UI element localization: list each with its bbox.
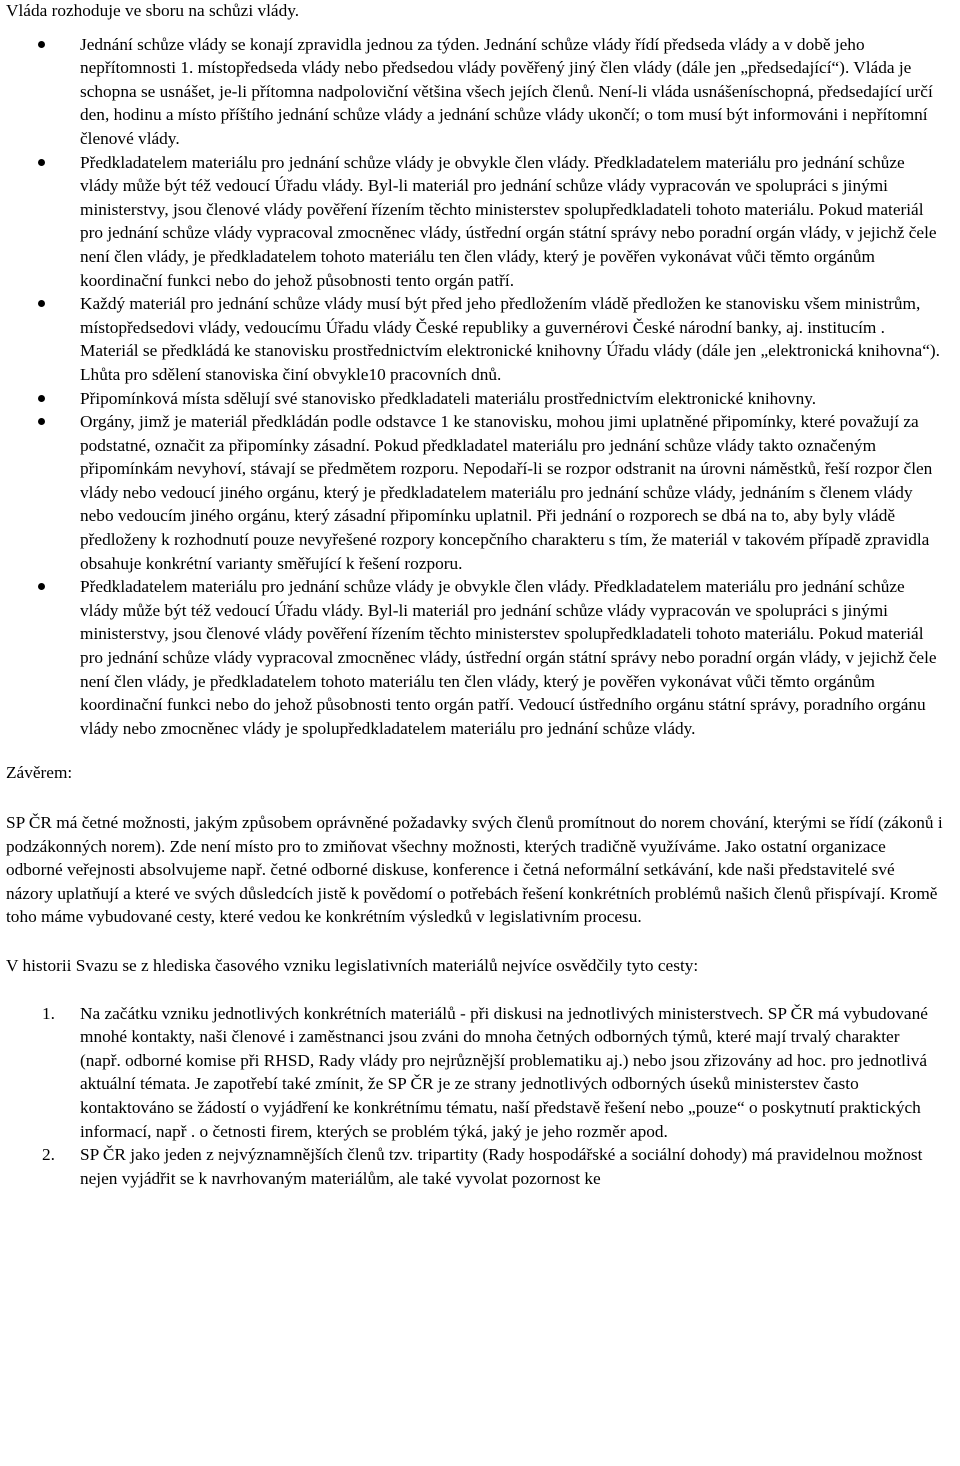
- bullet-dot-icon: [38, 583, 45, 590]
- list-item: [6, 410, 944, 575]
- bullet-list: [6, 33, 944, 741]
- history-paragraph: V historii Svazu se z hlediska časového vzniku legislativních materiálů nejvíce osvědčily tyto cesty:: [6, 955, 699, 975]
- list-item: [6, 151, 944, 293]
- list-item-text: Každý materiál pro jednání schůze vlády musí být před jeho předložením vládě předložen ke stanovisku všem ministrům, místopředsedovi vlády, vedoucímu Úřadu vlády České republiky a guvernérovi České národní banky, aj. institucím . Materiál se předkládá ke stanovisku prostřednictvím elektronické knihovny Úřadu vlády (dále jen „elektronická knihovna“). Lhůta pro sdělení stanoviska činí obvykle10 pracovních dnů.: [80, 294, 940, 384]
- conclusion-heading: Závěrem:: [6, 763, 73, 783]
- list-item-text: Předkladatelem materiálu pro jednání schůze vlády je obvykle člen vlády. Předkladatelem materiálu pro jednání schůze vlády může být též vedoucí Úřadu vlády. Byl-li materiál pro jednání schůze vlády vypracován ve spolupráci s jinými ministerstvy, jsou členové vlády pověření řízením těchto ministerstev spolupředkladateli tohoto materiálu. Pokud materiál pro jednání schůze vlády vypracoval zmocněnec vlády, ústřední orgán státní správy nebo poradní orgán vlády, v jejichž čele není člen vlády, je předkladatelem tohoto materiálu ten člen vlády, který je pověřen vykonávat vůči těmto orgánům koordinační funkci nebo do jehož působnosti tento orgán patří. Vedoucí ústředního orgánu státní správy, poradního orgánu vlády nebo zmocněnec vlády je spolupředkladatelem materiálu pro jednání schůze vlády.: [80, 577, 937, 738]
- intro-sentence: Vláda rozhoduje ve sboru na schůzi vlády.: [6, 1, 300, 20]
- list-item: [6, 292, 944, 386]
- conclusion-paragraph: SP ČR má četné možnosti, jakým způsobem oprávněné požadavky svých členů promítnout do norem chování, kterými se řídí (zákonů i podzákonných norem). Zde není místo pro to zmiňovat všechny možnosti, kterých tradičně využíváme. Jako ostatní organizace odborné veřejnosti absolvujeme např. četné odborné diskuse, konference i četná neformální setkávání, kde naši představitelé své názory uplatňují a které ve svých důsledcích jistě k povědomí o potřebách řešení konkrétních problémů našich členů přispívají. Kromě toho máme vybudované cesty, které vedou ke konkrétním výsledků v legislativním procesu.: [6, 813, 943, 927]
- list-item: [6, 387, 944, 411]
- paths-list: [6, 1002, 944, 1191]
- numbered-item: [6, 1002, 944, 1144]
- bullet-dot-icon: [38, 300, 45, 307]
- list-item: [6, 33, 944, 151]
- list-item-text: Připomínková místa sdělují své stanovisko předkladateli materiálu prostřednictvím elektronické knihovny.: [80, 388, 817, 408]
- bullet-dot-icon: [38, 418, 45, 425]
- bullet-dot-icon: [38, 159, 45, 166]
- list-item-text: Orgány, jimž je materiál předkládán podle odstavce 1 ke stanovisku, mohou jimi uplatněné připomínky, které považují za podstatné, označit za připomínky zásadní. Pokud předkladatel materiálu pro jednání schůze vlády takto označeným připomínkám nevyhoví, stávají se předmětem rozporu. Nepodaří-li se rozpor odstranit na úrovni náměstků, řeší rozpor člen vlády nebo vedoucí jiného orgánu, který je předkladatelem materiálu pro jednání schůze vlády, jednáním s členem vlády nebo vedoucím jiného orgánu, který zásadní připomínku uplatnil. Při jednání o rozporech se dbá na to, aby byly vládě předloženy k rozhodnutí pouze nevyřešené rozpory koncepčního charakteru s tím, že materiál v takovém případě zpravidla obsahuje konkrétní varianty směřující k řešení rozporu.: [80, 412, 933, 573]
- numbered-item: [6, 1143, 944, 1190]
- bullet-dot-icon: [38, 395, 45, 402]
- list-item: [6, 575, 944, 740]
- item-number: 1.: [42, 1003, 55, 1023]
- numbered-item-text: SP ČR jako jeden z nejvýznamnějších členů tzv. tripartity (Rady hospodářské a sociální dohody) má pravidelnou možnost nejen vyjádřit se k navrhovaným materiálům, ale také vyvolat pozornost ke: [80, 1145, 923, 1188]
- bullet-dot-icon: [38, 41, 45, 48]
- list-item-text: Předkladatelem materiálu pro jednání schůze vlády je obvykle člen vlády. Předkladatelem materiálu pro jednání schůze vlády může být též vedoucí Úřadu vlády. Byl-li materiál pro jednání schůze vlády vypracován ve spolupráci s jinými ministerstvy, jsou členové vlády pověření řízením těchto ministerstev spolupředkladateli tohoto materiálu. Pokud materiál pro jednání schůze vlády vypracoval zmocněnec vlády, ústřední orgán státní správy nebo poradní orgán vlády, v jejichž čele není člen vlády, je předkladatelem tohoto materiálu ten člen vlády, který je pověřen vykonávat vůči těmto orgánům koordinační funkci nebo do jehož působnosti tento orgán patří.: [80, 152, 937, 290]
- list-item-text: Jednání schůze vlády se konají zpravidla jednou za týden. Jednání schůze vlády řídí předseda vlády a v době jeho nepřítomnosti 1. místopředseda vlády nebo předsedou vlády pověřený jiný člen vlády (dále jen „předsedající“). Vláda je schopna se usnášet, je-li přítomna nadpoloviční většina všech jejích členů. Není-li vláda usnášeníschopná, předsedající určí den, hodinu a místo příštího jednání schůze vlády a jednání schůze vlády ukončí; o tom musí být informováni i nepřítomní členové vlády.: [80, 34, 933, 148]
- numbered-item-text: Na začátku vzniku jednotlivých konkrétních materiálů - při diskusi na jednotlivých ministerstvech. SP ČR má vybudované mnohé kontakty, naši členové i zaměstnanci jsou zváni do mnoha četných odborných týmů, které mají trvalý charakter (např. odborné komise při RHSD, Rady vlády pro nejrůznější problematiku aj.) nebo jsou zřizovány ad hoc. pro jednotlivá aktuální témata. Je zapotřebí také zmínit, že SP ČR je ze strany jednotlivých odborných úseků ministerstev často kontaktováno se žádostí o vyjádření ke konkrétnímu tématu, naší představě řešení nebo „pouze“ o poskytnutí praktických informací, např . o četnosti firem, kterých se problém týká, jaký je jeho rozměr apod.: [80, 1003, 928, 1141]
- item-number: 2.: [42, 1145, 55, 1165]
